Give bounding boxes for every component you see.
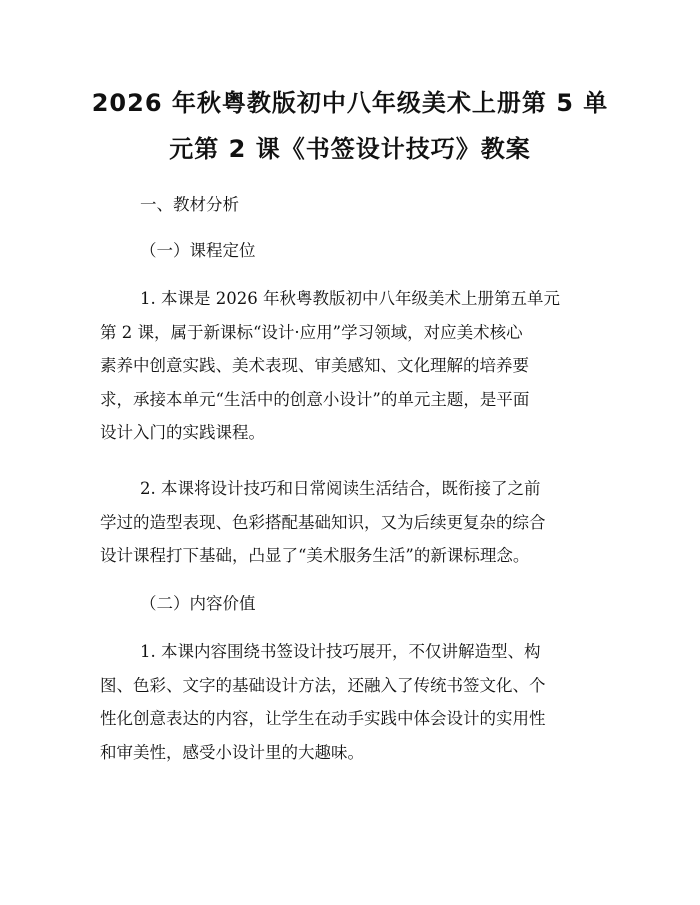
paragraph-line: 图、色彩、文字的基础设计方法，还融入了传统书签文化、个 [100, 675, 546, 695]
document-title-line-1: 2026 年秋粤教版初中八年级美术上册第 5 单 [91, 89, 609, 117]
paragraph-line: 求，承接本单元“生活中的创意小设计”的单元主题，是平面 [100, 389, 530, 409]
paragraph-line: 第 2 课，属于新课标“设计·应用”学习领域，对应美术核心 [100, 322, 523, 342]
paragraph-line: 1. 本课内容围绕书签设计技巧展开，不仅讲解造型、构 [140, 642, 541, 661]
paragraph-course-positioning-2 [100, 472, 610, 573]
paragraph-content-value-1 [100, 635, 610, 769]
paragraph-line: 学过的造型表现、色彩搭配基础知识，又为后续更复杂的综合 [100, 512, 546, 532]
paragraph-line: 2. 本课将设计技巧和日常阅读生活结合，既衔接了之前 [140, 479, 541, 498]
document-title-line-2: 元第 2 课《书签设计技巧》教案 [169, 135, 531, 163]
section-heading-teaching-material-analysis: 一、教材分析 [140, 195, 239, 214]
paragraph-line: 和审美性，感受小设计里的大趣味。 [100, 742, 364, 762]
paragraph-line: 设计课程打下基础，凸显了“美术服务生活”的新课标理念。 [100, 546, 530, 565]
subsection-heading-content-value: （二）内容价值 [140, 594, 256, 613]
subsection-heading-course-positioning: （一）课程定位 [140, 241, 256, 260]
paragraph-line: 素养中创意实践、美术表现、审美感知、文化理解的培养要 [100, 356, 529, 375]
paragraph-course-positioning-1 [100, 282, 610, 450]
paragraph-line: 性化创意表达的内容，让学生在动手实践中体会设计的实用性 [100, 709, 546, 728]
paragraph-line: 1. 本课是 2026 年秋粤教版初中八年级美术上册第五单元 [140, 289, 560, 308]
paragraph-line: 设计入门的实践课程。 [100, 423, 265, 442]
